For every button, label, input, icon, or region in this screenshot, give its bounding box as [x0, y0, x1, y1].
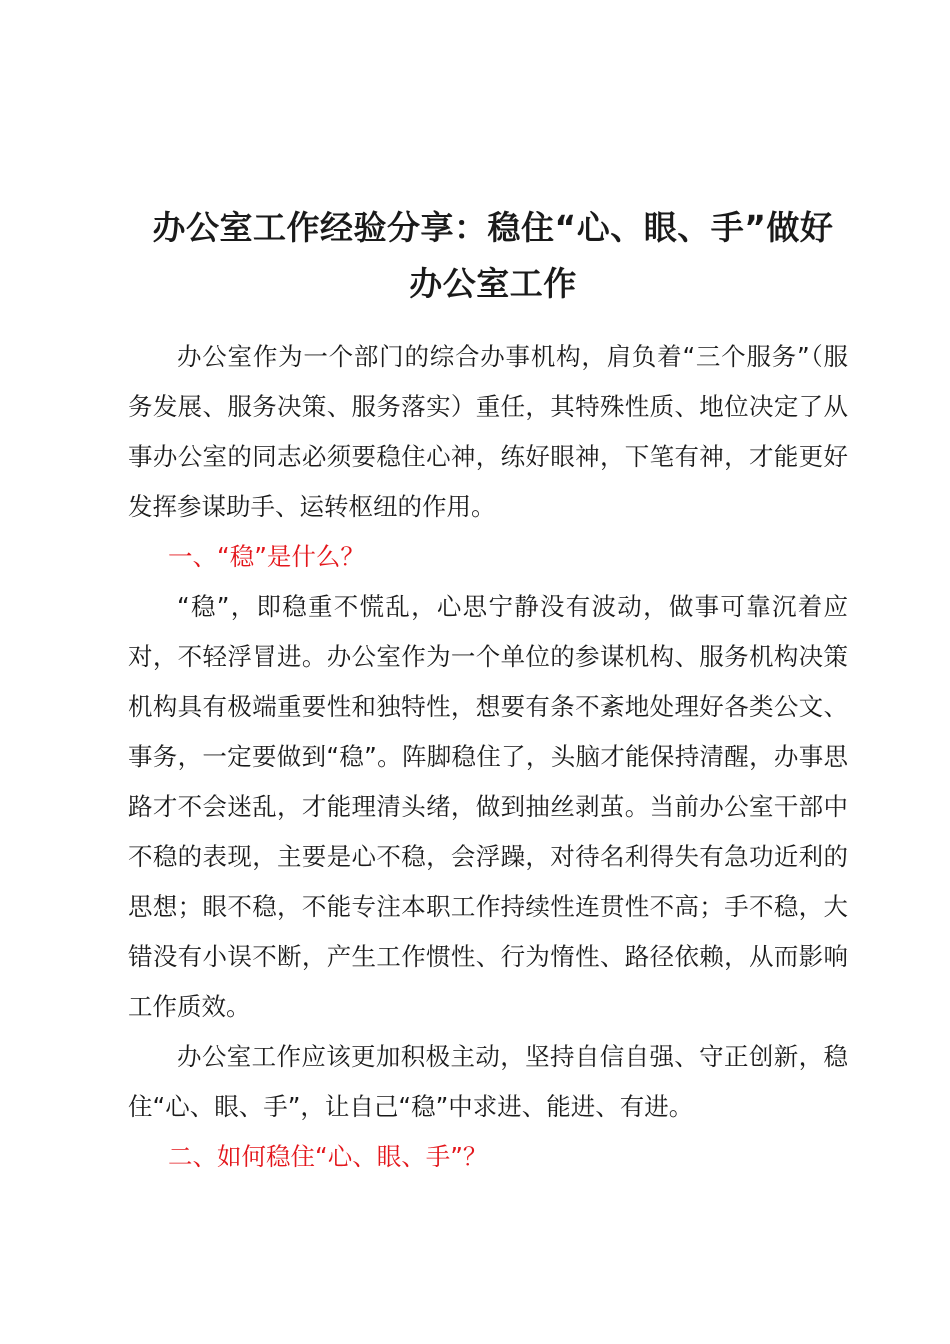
document-page — [128, 200, 848, 1182]
title-line-2: 办公室工作 — [409, 264, 577, 303]
section-heading-2: 二、如何稳住“心、眼、手”？ — [168, 1142, 488, 1171]
intro-paragraph: 办公室作为一个部门的综合办事机构，肩负着“三个服务”（服务发展、服务决策、服务落实）重任，其特殊性质、地位决定了从事办公室的同志必须要稳住心神，练好眼神，下笔有神，才能更好发挥参谋助手、运转枢纽的作用。 — [128, 342, 848, 521]
section-heading-1: 一、“稳”是什么？ — [168, 542, 365, 571]
title-line-1: 办公室工作经验分享：稳住“心、眼、手”做好 — [152, 208, 834, 247]
body-paragraph-3: 办公室工作应该更加积极主动，坚持自信自强、守正创新，稳住“心、眼、手”，让自己“稳”中求进、能进、有进。 — [128, 1042, 848, 1121]
document-title — [128, 200, 848, 312]
body-paragraph-2: “稳”，即稳重不慌乱，心思宁静没有波动，做事可靠沉着应对，不轻浮冒进。办公室作为一个单位的参谋机构、服务机构决策机构具有极端重要性和独特性，想要有条不紊地处理好各类公文、事务，一定要做到“稳”。阵脚稳住了，头脑才能保持清醒，办事思路才不会迷乱，才能理清头绪，做到抽丝剥茧。当前办公室干部中不稳的表现，主要是心不稳，会浮躁，对待名利得失有急功近利的思想；眼不稳，不能专注本职工作持续性连贯性不高；手不稳，大错没有小误不断，产生工作惯性、行为惰性、路径依赖，从而影响工作质效。 — [128, 592, 848, 1021]
